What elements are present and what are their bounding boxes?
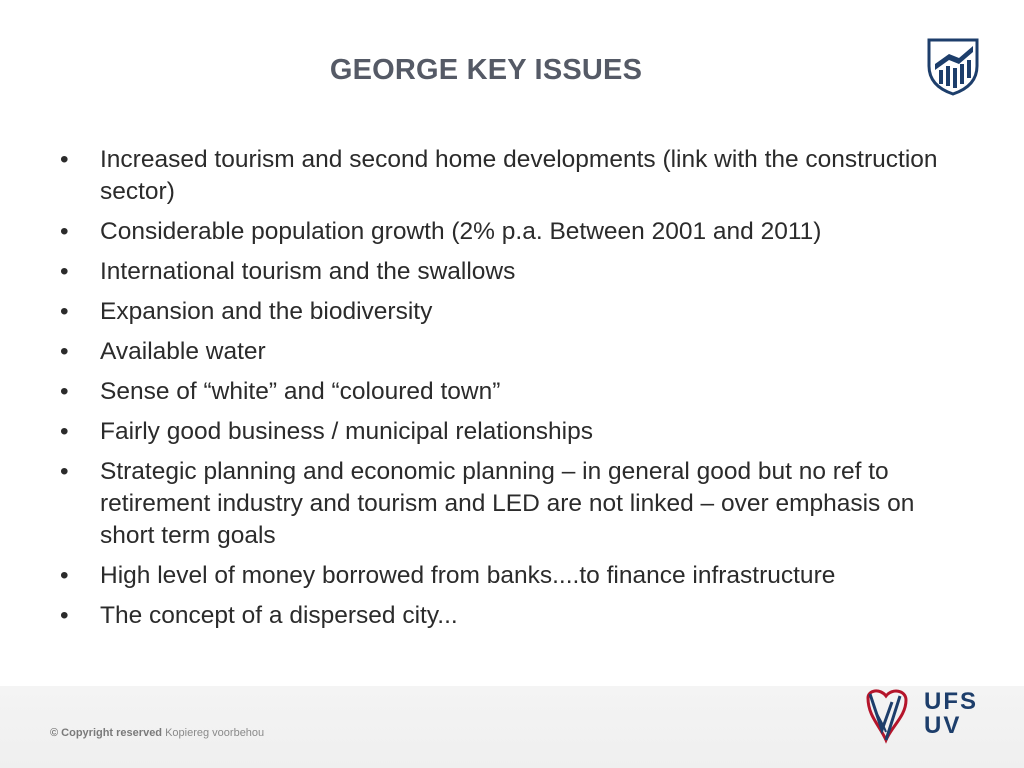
list-item xyxy=(60,256,940,288)
bullet-text: The concept of a dispersed city... xyxy=(100,602,458,629)
bullet-text: Available water xyxy=(100,338,266,365)
university-shield-icon xyxy=(925,36,981,96)
list-item xyxy=(60,336,940,368)
list-item xyxy=(60,216,940,248)
bullet-text: Strategic planning and economic planning – in general good but no ref to retirement industry and tourism and LED are not linked – over emphasis on short term goals xyxy=(100,458,915,549)
bullet-text: High level of money borrowed from banks....to finance infrastructure xyxy=(100,562,836,589)
list-item xyxy=(60,416,940,448)
slide-title: GEORGE KEY ISSUES xyxy=(329,54,643,86)
bullet-marker: • xyxy=(60,602,69,629)
copyright-translation: Kopiereg voorbehou xyxy=(162,727,265,739)
list-item xyxy=(60,560,940,592)
bullet-marker: • xyxy=(60,298,69,325)
bullet-marker: • xyxy=(60,418,69,445)
bullet-text: Sense of “white” and “coloured town” xyxy=(100,378,501,405)
list-item xyxy=(60,456,940,552)
bullet-text: Considerable population growth (2% p.a. Between 2001 and 2011) xyxy=(100,218,822,245)
bullet-text: Increased tourism and second home developments (link with the construction sector) xyxy=(100,146,938,205)
list-item xyxy=(60,144,940,208)
copyright-label: © Copyright reserved xyxy=(50,727,163,739)
bullet-text: Fairly good business / municipal relationships xyxy=(100,418,593,445)
bullet-list xyxy=(60,144,940,640)
bullet-marker: • xyxy=(60,378,69,405)
ufs-uv-wordmark xyxy=(924,690,978,738)
bullet-text: Expansion and the biodiversity xyxy=(100,298,433,325)
bullet-marker: • xyxy=(60,458,69,485)
bullet-marker: • xyxy=(60,218,69,245)
list-item xyxy=(60,376,940,408)
bullet-marker: • xyxy=(60,258,69,285)
bullet-marker: • xyxy=(60,338,69,365)
list-item xyxy=(60,296,940,328)
bullet-text: International tourism and the swallows xyxy=(100,258,516,285)
copyright-notice xyxy=(50,727,264,739)
wordmark-line-1: UFS xyxy=(924,688,978,715)
wordmark-line-2: UV xyxy=(924,712,962,739)
bullet-marker: • xyxy=(60,146,69,173)
bullet-marker: • xyxy=(60,562,69,589)
list-item xyxy=(60,600,940,632)
